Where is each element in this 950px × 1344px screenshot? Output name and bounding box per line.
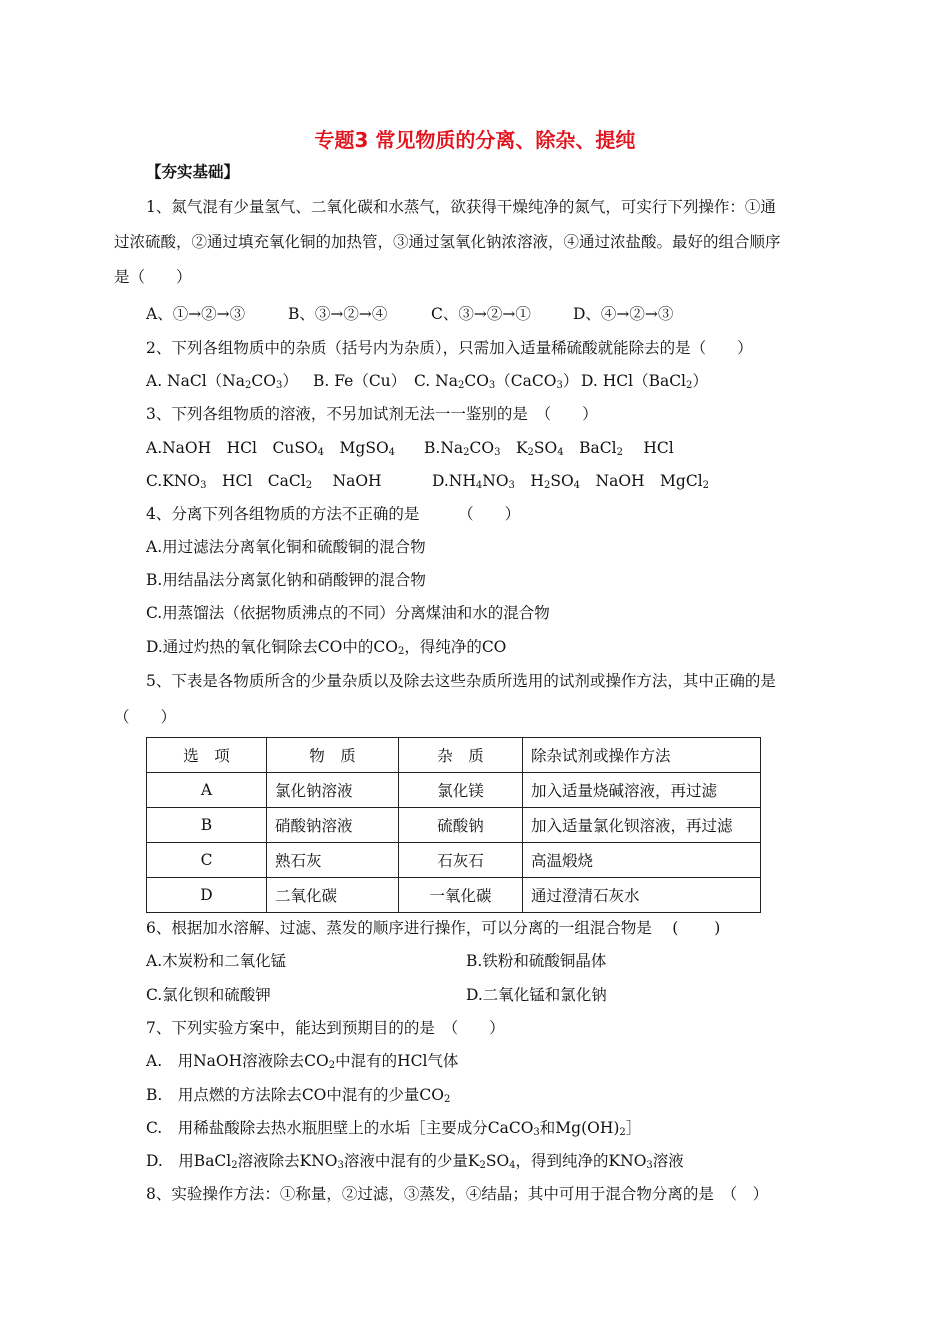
table-row: [147, 808, 761, 843]
q2-option-c: C. $Na_2CO_3(CaCO_3)$: [414, 372, 579, 391]
q7-option-a: A. 用NaOH溶液除去$CO_2$中混有的HCl气体: [146, 1052, 459, 1071]
table-cell: 硫酸钠: [399, 808, 523, 843]
q2-stem: 2、下列各组物质中的杂质（括号内为杂质），只需加入适量稀硫酸就能除去的是（ ）: [146, 339, 753, 357]
q2-option-a: A. $NaCl(Na_2CO_3)$: [146, 372, 298, 391]
q3-stem: 3、下列各组物质的溶液，不另加试剂无法一一鉴别的是 （ ）: [146, 405, 598, 423]
table-cell: 通过澄清石灰水: [523, 878, 761, 913]
q7-option-d: D. 用BaCl$_2$溶液除去$KNO_3$溶液中混有的少量$K_2SO_4$，得到纯净的$KNO_3$溶液: [146, 1152, 684, 1171]
table-cell: 熟石灰: [267, 843, 399, 878]
q8-stem: 8、实验操作方法：①称量，②过滤，③蒸发，④结晶；其中可用于混合物分离的是 （ ）: [146, 1185, 769, 1203]
section-heading: 【夯实基础】: [146, 162, 240, 181]
table-row: [147, 773, 761, 808]
page-title: 专题3 常见物质的分离、除杂、提纯: [314, 128, 636, 152]
q6-option-b: B.铁粉和硫酸铜晶体: [466, 952, 607, 970]
table-cell: 硝酸钠溶液: [267, 808, 399, 843]
table-cell: 一氧化碳: [399, 878, 523, 913]
q7-option-b: B. 用点燃的方法除去CO中混有的少量$CO_2$: [146, 1086, 451, 1105]
q6-option-d: D.二氧化锰和氯化钠: [466, 986, 607, 1004]
q1-option-d: D、④→②→③: [573, 305, 674, 323]
table-cell: 加入适量烧碱溶液，再过滤: [523, 773, 761, 808]
q4-option-d: D.通过灼热的氧化铜除去CO中的$CO_2$，得纯净的CO: [146, 638, 507, 657]
q1-stem-line2: 过浓硫酸，②通过填充氧化铜的加热管，③通过氢氧化钠浓溶液，④通过浓盐酸。最好的组合顺序: [114, 233, 781, 251]
q2-option-b: B. Fe（Cu）: [313, 372, 407, 390]
q1-option-a: A、①→②→③: [146, 305, 246, 323]
table-cell: 加入适量氯化钡溶液，再过滤: [523, 808, 761, 843]
table-cell: C: [147, 843, 267, 878]
q3-option-b: $B.Na_2CO_3$ $K_2SO_4$ BaCl$_2$ HCl: [424, 439, 674, 458]
table-header: 杂 质: [399, 738, 523, 773]
table-header: 选 项: [147, 738, 267, 773]
table-cell: 高温煅烧: [523, 843, 761, 878]
q6-option-a: A.木炭粉和二氧化锰: [146, 952, 287, 970]
q4-option-b: B.用结晶法分离氯化钠和硝酸钾的混合物: [146, 571, 426, 589]
table-header: 除杂试剂或操作方法: [523, 738, 761, 773]
table-cell: 氯化镁: [399, 773, 523, 808]
q6-option-c: C.氯化钡和硫酸钾: [146, 986, 271, 1004]
q4-stem: 4、分离下列各组物质的方法不正确的是 （ ）: [146, 505, 521, 523]
q5-stem-line2: （ ）: [114, 708, 177, 726]
table-row: [147, 843, 761, 878]
q1-option-c: C、③→②→①: [431, 305, 531, 323]
q4-option-a: A.用过滤法分离氧化铜和硫酸铜的混合物: [146, 538, 426, 556]
table-cell: 氯化钠溶液: [267, 773, 399, 808]
q3-option-c: $C.KNO_3$ HCl CaCl$_2$ NaOH: [146, 472, 382, 491]
impurity-table: [146, 737, 761, 913]
q7-option-c: C. 用稀盐酸除去热水瓶胆壁上的水垢［主要成分CaCO$_3$和$Mg(OH)_2]$: [146, 1119, 642, 1138]
q1-stem-line1: 1、氮气混有少量氢气、二氧化碳和水蒸气，欲获得干燥纯净的氮气，可实行下列操作：①通: [146, 198, 776, 216]
table-row: [147, 878, 761, 913]
q3-option-a: A.NaOH HCl CuSO$_4$ MgSO$_4$: [146, 439, 396, 458]
table-cell: 二氧化碳: [267, 878, 399, 913]
table-cell: D: [147, 878, 267, 913]
table-header: 物 质: [267, 738, 399, 773]
table-cell: A: [147, 773, 267, 808]
q5-stem-line1: 5、下表是各物质所含的少量杂质以及除去这些杂质所选用的试剂或操作方法，其中正确的是: [146, 672, 776, 690]
table-cell: B: [147, 808, 267, 843]
table-header-row: [147, 738, 761, 773]
q6-stem: 6、根据加水溶解、过滤、蒸发的顺序进行操作，可以分离的一组混合物是 ( ): [146, 919, 721, 937]
table-cell: 石灰石: [399, 843, 523, 878]
q7-stem: 7、下列实验方案中，能达到预期目的的是 （ ）: [146, 1019, 505, 1037]
q2-option-d: D. HCl（BaCl$_2$）: [581, 372, 708, 391]
q4-option-c: C.用蒸馏法（依据物质沸点的不同）分离煤油和水的混合物: [146, 604, 550, 622]
q1-option-b: B、③→②→④: [288, 305, 388, 323]
q3-option-d: $D.NH_4NO_3$ $H_2SO_4$ NaOH MgCl$_2$: [432, 472, 710, 491]
q1-stem-line3: 是（ ）: [114, 268, 192, 286]
